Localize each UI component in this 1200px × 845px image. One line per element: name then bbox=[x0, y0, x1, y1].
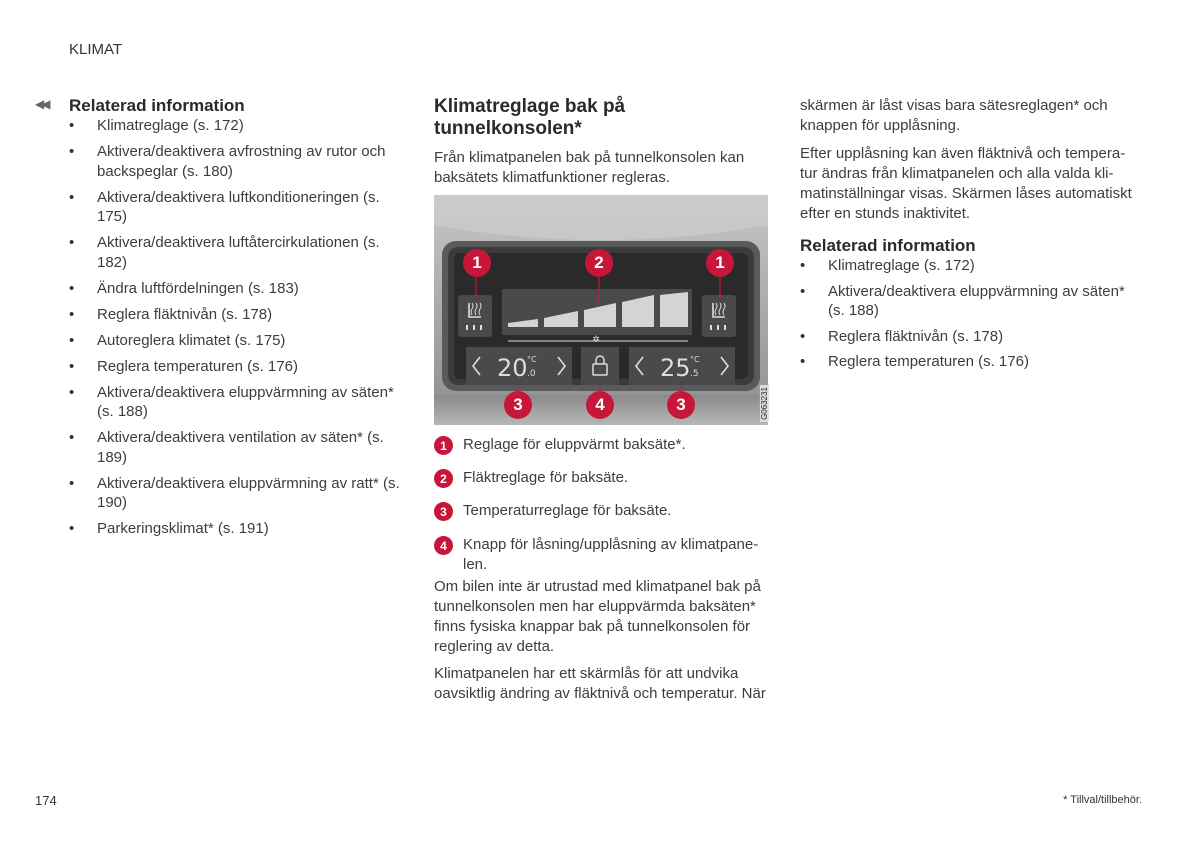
related-link-item[interactable]: • Reglera temperaturen (s. 176) bbox=[69, 357, 409, 377]
legend-item bbox=[434, 501, 774, 521]
article-title bbox=[434, 96, 774, 140]
related-link-item[interactable]: • Aktivera/deaktivera eluppvärmning av säten* (s. 188) bbox=[800, 282, 1140, 321]
related-link-item[interactable]: • Aktivera/deaktivera ventilation av säten* (s. 189) bbox=[69, 428, 409, 467]
related-link-item[interactable]: • Klimatreglage (s. 172) bbox=[800, 256, 1140, 276]
legend-number: 1 bbox=[434, 436, 453, 455]
article-title-line-1: Klimatreglage bak på bbox=[434, 96, 626, 117]
related-info-column-1 bbox=[69, 96, 409, 545]
right-temp-decimal: .5 bbox=[690, 369, 699, 379]
related-link-item[interactable]: • Aktivera/deaktivera luftkonditioneringen (s. 175) bbox=[69, 188, 409, 227]
legend-number: 2 bbox=[434, 469, 453, 488]
related-info-heading: Relaterad information bbox=[69, 96, 245, 115]
left-temp-value: 20 bbox=[497, 354, 528, 382]
legend-text: Knapp för låsning/upplåsning av klimatpane-len. bbox=[463, 536, 759, 573]
article-title-line-2: tunnelkonsolen* bbox=[434, 118, 582, 139]
section-title: KLIMAT bbox=[69, 41, 123, 58]
legend-item bbox=[434, 435, 774, 455]
rear-climate-column bbox=[434, 96, 774, 188]
legend-number: 4 bbox=[434, 536, 453, 555]
fan-icon: ✲ bbox=[592, 335, 600, 345]
right-column bbox=[800, 96, 1140, 378]
body-paragraph: Efter upplåsning kan även fläktnivå och tempera-tur ändras från klimatpanelen och alla valda kli-matinställningar visas. Skärmen låses automatiskt efter en stunds inaktivitet. bbox=[800, 145, 1132, 222]
body-paragraph: skärmen är låst visas bara sätesreglagen* och knappen för upplåsning. bbox=[800, 97, 1108, 134]
left-temp-unit: °C bbox=[527, 355, 537, 364]
lock-button[interactable] bbox=[581, 347, 619, 385]
left-seat-heat-button[interactable] bbox=[458, 295, 492, 337]
legend-text: Reglage för eluppvärmt baksäte*. bbox=[463, 436, 686, 453]
related-link-item[interactable]: • Aktivera/deaktivera avfrostning av rutor och backspeglar (s. 180) bbox=[69, 142, 409, 181]
related-link-item[interactable]: • Reglera fläktnivån (s. 178) bbox=[800, 327, 1140, 347]
related-link-item[interactable]: • Aktivera/deaktivera eluppvärmning av ratt* (s. 190) bbox=[69, 474, 409, 513]
page-number: 174 bbox=[35, 793, 57, 808]
right-temp-unit: °C bbox=[690, 355, 700, 364]
related-link-item[interactable]: • Klimatreglage (s. 172) bbox=[69, 116, 409, 136]
related-link-item[interactable]: • Parkeringsklimat* (s. 191) bbox=[69, 519, 409, 539]
related-link-item[interactable]: • Ändra luftfördelningen (s. 183) bbox=[69, 279, 409, 299]
right-temperature-control[interactable] bbox=[629, 347, 735, 385]
callout-marker: 1 bbox=[463, 249, 491, 277]
left-temperature-control[interactable] bbox=[466, 347, 572, 385]
related-link-item[interactable]: • Reglera fläktnivån (s. 178) bbox=[69, 305, 409, 325]
intro-paragraph: Från klimatpanelen bak på tunnelkonsolen kan baksätets klimatfunktioner regleras. bbox=[434, 149, 745, 186]
left-temp-decimal: .0 bbox=[527, 369, 536, 379]
related-link-item[interactable]: • Aktivera/deaktivera luftåtercirkulationen (s. 182) bbox=[69, 233, 409, 272]
legend-text: Temperaturreglage för baksäte. bbox=[463, 502, 672, 519]
related-link-item[interactable]: • Autoreglera klimatet (s. 175) bbox=[69, 331, 409, 351]
related-link-item[interactable]: • Reglera temperaturen (s. 176) bbox=[800, 352, 1140, 372]
right-seat-heat-button[interactable] bbox=[702, 295, 736, 337]
climate-panel-illustration bbox=[434, 195, 768, 425]
callout-marker: 2 bbox=[585, 249, 613, 277]
footnote: * Tillval/tillbehör. bbox=[1063, 794, 1142, 806]
body-paragraph: Om bilen inte är utrustad med klimatpanel bak på tunnelkonsolen men har eluppvärmda baksäten* finns fysiska knappar bak på tunnelkonsolen för reglering av detta. bbox=[434, 578, 761, 655]
double-left-arrow-icon[interactable]: ◀◀ bbox=[35, 97, 48, 111]
legend-text: Fläktreglage för baksäte. bbox=[463, 469, 629, 486]
body-paragraph: Klimatpanelen har ett skärmlås för att undvika oavsiktlig ändring av fläktnivå och temperatur. När bbox=[434, 665, 766, 702]
right-temp-value: 25 bbox=[660, 354, 691, 382]
legend-item bbox=[434, 468, 774, 488]
callout-marker: 4 bbox=[586, 391, 614, 419]
related-info-list bbox=[800, 256, 1140, 372]
legend-number: 3 bbox=[434, 502, 453, 521]
legend-item bbox=[434, 535, 769, 575]
callout-marker: 3 bbox=[667, 391, 695, 419]
figure-id-label: G063231 bbox=[760, 387, 769, 420]
callout-marker: 1 bbox=[706, 249, 734, 277]
related-info-heading: Relaterad information bbox=[800, 236, 976, 255]
related-link-item[interactable]: • Aktivera/deaktivera eluppvärmning av säten* (s. 188) bbox=[69, 383, 409, 422]
related-info-list bbox=[69, 116, 409, 539]
callout-marker: 3 bbox=[504, 391, 532, 419]
